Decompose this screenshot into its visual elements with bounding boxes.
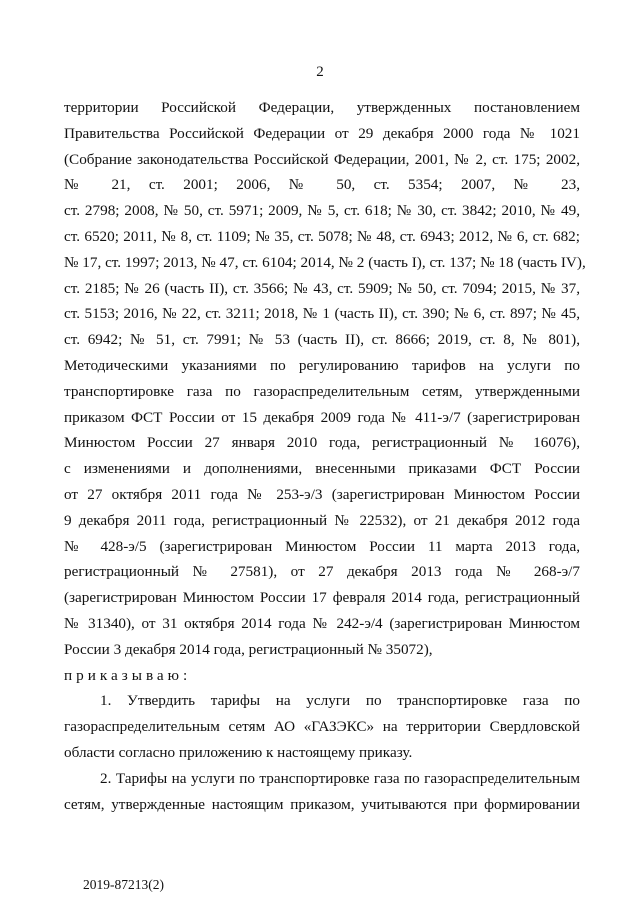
text-line: транспортировке газа по газораспределительным сетям, утвержденными	[64, 382, 580, 400]
text-line: (зарегистрирован Минюстом России 17 февраля 2014 года, регистрационный	[64, 589, 580, 607]
text-line: России 3 декабря 2014 года, регистрационный № 35072),	[64, 640, 433, 658]
text-line: № 17, ст. 1997; 2013, № 47, ст. 6104; 2014, № 2 (часть I), ст. 137; № 18 (часть IV),	[64, 253, 586, 271]
text-line: сетям, утвержденные настоящим приказом, учитываются при формировании	[64, 795, 580, 813]
text-line: ст. 6520; 2011, № 8, ст. 1109; № 35, ст. 5078; № 48, ст. 6943; 2012, № 6, ст. 682;	[64, 227, 580, 245]
text-line: с изменениями и дополнениями, внесенными приказами ФСТ России	[64, 460, 580, 478]
text-line: от 27 октября 2011 года № 253-э/3 (зарегистрирован Минюстом России	[64, 485, 580, 503]
text-line: газораспределительным сетям АО «ГАЗЭКС» на территории Свердловской	[64, 718, 580, 736]
text-line: (Собрание законодательства Российской Федерации, 2001, № 2, ст. 175; 2002,	[64, 150, 580, 168]
text-line: ст. 5153; 2016, № 22, ст. 3211; 2018, № 1 (часть II), ст. 390; № 6, ст. 897; № 45,	[64, 305, 580, 323]
text-line: 9 декабря 2011 года, регистрационный № 22532), от 21 декабря 2012 года	[64, 511, 580, 529]
text-line: Минюстом России 27 января 2010 года, регистрационный № 16076),	[64, 434, 580, 452]
document-body	[64, 95, 586, 817]
document-code: 2019-87213(2)	[83, 877, 164, 892]
text-line: области согласно приложению к настоящему приказу.	[64, 743, 413, 761]
order-verb: приказываю:	[64, 666, 192, 684]
text-line: ст. 2798; 2008, № 50, ст. 5971; 2009, № 5, ст. 618; № 30, ст. 3842; 2010, № 49,	[64, 202, 580, 220]
text-line: № 428-э/5 (зарегистрирован Минюстом России 11 марта 2013 года,	[64, 537, 580, 555]
text-line: № 21, ст. 2001; 2006, № 50, ст. 5354; 2007, № 23,	[64, 176, 580, 194]
text-line: Методическими указаниями по регулированию тарифов на услуги по	[64, 356, 580, 374]
text-line: ст. 2185; № 26 (часть II), ст. 3566; № 43, ст. 5909; № 50, ст. 7094; 2015, № 37,	[64, 279, 580, 297]
page-number: 2	[316, 64, 324, 80]
text-line: территории Российской Федерации, утвержденных постановлением	[64, 99, 580, 116]
text-line: 1. Утвердить тарифы на услуги по транспортировке газа по	[100, 692, 580, 710]
text-line: Правительства Российской Федерации от 29 декабря 2000 года № 1021	[64, 124, 580, 142]
text-line: № 31340), от 31 октября 2014 года № 242-э/4 (зарегистрирован Минюстом	[64, 614, 580, 632]
text-line: 2. Тарифы на услуги по транспортировке газа по газораспределительным	[100, 769, 580, 787]
text-line: ст. 6942; № 51, ст. 7991; № 53 (часть II), ст. 8666; 2019, ст. 8, № 801),	[64, 331, 580, 349]
text-line: регистрационный № 27581), от 27 декабря 2013 года № 268-э/7	[64, 563, 580, 581]
text-line: приказом ФСТ России от 15 декабря 2009 года № 411-э/7 (зарегистрирован	[64, 408, 580, 426]
